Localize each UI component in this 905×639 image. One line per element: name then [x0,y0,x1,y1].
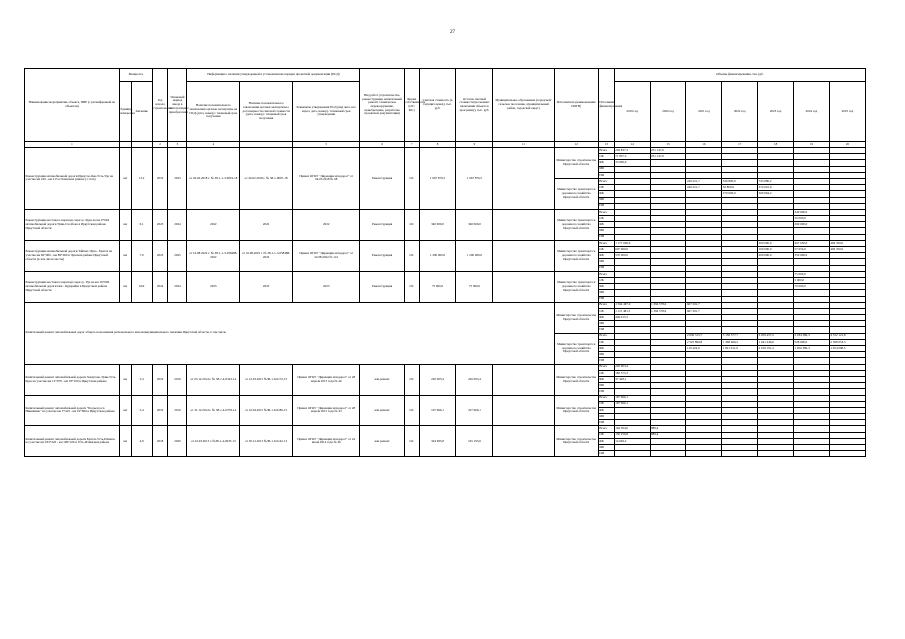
amount-cell: 197 966,1 [614,395,650,401]
column-number: 4 [187,142,240,148]
source-cell: ИИ [598,234,614,240]
amount-cell: 249 221,7 [686,185,722,191]
header-start-year: Год начала строительства [152,69,168,142]
unit-cell: км [119,209,131,240]
executor-cell: Министерство транспорта и дорожного хозяйства Иркутской области [554,209,598,240]
header-remaining-cost: Остаток сметной стоимости (на момент включения объекта в программу), тыс. руб. [456,69,493,142]
work-type-cell: Реконструкция [360,271,404,302]
ownership-cell: ОС [404,209,419,240]
column-number: 11 [493,142,554,148]
conclusion-cell: от 31.12.2014 г. № 38-1-4-0378-14 [187,395,240,426]
column-number: 9 [456,142,493,148]
source-cell: ИИ [598,327,614,333]
cost-cell: 1 667 876,5 [419,148,456,210]
approval-cell: Приказ ОГКУ "Дирекция автодорог" от 24 июня 2014 года № 46 [292,426,360,457]
executor-cell: Министерство транспорта и дорожного хозяйства Иркутской области [554,333,598,364]
source-cell: ФБ [598,438,614,444]
source-cell: Всего [598,333,614,339]
amount-cell: 469 350,0 [829,240,865,246]
column-number: 3 [168,142,187,148]
source-cell: ФБ [598,346,614,352]
start-year-cell: 2018 [152,426,168,457]
amount-cell: 70 000,0 [794,284,830,290]
header-reliability: Наличие положительного заключения органов экспертизы о достоверности сметной стоимости (дата, номер) / плановый срок получения [240,82,293,142]
source-cell: ОБ [598,154,614,160]
amount-cell: 4 552 121,8 [829,333,865,339]
column-number: 16 [686,142,722,148]
source-cell: ОБ [598,401,614,407]
source-cell: МБ [598,259,614,265]
source-cell: Всего [598,364,614,370]
amount-cell: 1 115 481,5 [614,308,650,314]
header-work-type: Вид работ (строительство, реконструкция, капитальный ремонт, техническое перевооружение, приобретение, разработка проектной документации) [360,69,404,142]
capital-repair-title: Капитальный ремонт автомобильных дорог общего пользования регионального или межмуниципального значения Иркутской области, в том числе [25,302,555,364]
object-name: Реконструкция автомобильной дороги Тайшет-Чуна - Братск на участке км 82+000 - км 89+000 в Чунском районе Иркутской области (в том числе мосты) [25,240,120,271]
remain-cell: 220 003,4 [456,364,493,395]
conclusion-cell: от 03.12.2014 г. № 38-1-4-0343-14 [187,364,240,395]
amount-cell: 1 656 386,3 [794,346,830,352]
approval-cell: 2023 [292,271,360,302]
cost-cell: 344 995,8 [419,426,456,457]
amount-cell: 570 000,0 [614,253,650,259]
ownership-cell: ОС [404,395,419,426]
value-cell: 5,4 [131,364,152,395]
source-cell: ИИ [598,358,614,364]
amount-cell: 37 428,1 [614,376,650,382]
amount-cell: 3 059 457,2 [758,333,794,339]
header-capacity: Мощность [119,69,152,82]
cost-cell: 1 200 000,0 [419,240,456,271]
reliability-cell: от 10.04.2015 №38-1-6-0186-15 [240,395,293,426]
source-cell: ИИ [598,296,614,302]
source-cell: ОБ [598,277,614,283]
amount-cell: 164 304,0 [614,426,650,432]
amount-cell: 182 575,3 [614,370,650,376]
header-year: 2021 год [686,82,722,142]
ownership-cell: ОС [404,271,419,302]
object-name: Капитальный ремонт автомобильной дороги Братск-Усть-Илимск на участке км 183+220 - км 190+226 в Усть-Илимском районе [25,426,120,457]
source-cell: ФБ [598,253,614,259]
column-number: 19 [794,142,830,148]
amount-cell: 71 837,3 [614,154,650,160]
source-cell: ИИ [598,389,614,395]
amount-cell: 150 256,8 [614,432,650,438]
end-year-cell: 2025 [168,240,187,271]
header-sources: Источники финансирования [598,69,614,142]
source-cell: Всего [598,178,614,184]
unit-cell: км [119,240,131,271]
conclusion-cell: 2022 [187,209,240,240]
source-cell: ОБ [598,308,614,314]
source-cell: ФБ [598,284,614,290]
header-pd-info: Информация о наличии утвержденной в установленном порядке проектной документации (ПСД) [187,69,360,82]
column-number: 6 [360,142,404,148]
header-year: 2019 год [614,82,650,142]
remain-cell: 1 667 876,5 [456,148,493,210]
ownership-cell: ОС [404,148,419,210]
header-municipality: Муниципальное образование (городской/сельское поселение, муниципальный район, городской округ) [493,69,554,142]
source-cell: Всего [598,209,614,215]
reliability-cell: от 30.12.2013 №38-1-6-0142-13 [240,426,293,457]
amount-cell: 14 049,2 [614,438,650,444]
object-name: Реконструкция мостового перехода через р. Уда на км 10+000 автомобильной дороги Оек - Кударейка в Иркутском районе Иркутской области [25,271,120,302]
header-positive-conclusion: Наличие положительного заключения органов экспертизы на ПСД (дата, номер) / плановый срок получения [187,82,240,142]
remain-cell: 340 000,0 [456,209,493,240]
header-year: 2025 год [829,82,865,142]
amount-cell: 449 015,5 [614,315,650,321]
amount-cell: 2 525 890,8 [686,339,722,345]
amount-cell: 56 800,0 [722,185,758,191]
source-cell: МБ [598,228,614,234]
column-number: 15 [650,142,686,148]
ownership-cell: ОС [404,240,419,271]
header-end-year: Плановый период ввода в эксплуатацию/приобретения [168,69,187,142]
amount-cell: 469 350,0 [829,247,865,253]
value-cell: 0,02 [131,271,152,302]
cost-cell: 340 000,0 [419,209,456,240]
amount-cell: 100 000,0 [758,247,794,253]
amount-cell: 75 000,0 [794,271,830,277]
amount-cell: 326 800,0 [722,178,758,184]
source-cell: ОБ [598,432,614,438]
amount-cell: 1 564 497,0 [614,302,650,308]
object-name: Капитальный ремонт автомобильной дороги Хомутово-Урик-Усть-Куда на участке км 12+979 - км 18+100 в Иркутском районе [25,364,120,395]
source-cell: ИИ [598,172,614,178]
amount-cell: 350 000,0 [794,253,830,259]
source-cell: ОБ [598,339,614,345]
source-cell: Всего [598,426,614,432]
reliability-cell: 2023 [240,271,293,302]
start-year-cell: 2023 [152,209,168,240]
source-cell: ИИ [598,451,614,457]
column-number: 12 [554,142,598,148]
header-funding: Объемы финансирования, тыс.руб. [614,69,865,82]
work-type-cell: кап.ремонт [360,426,404,457]
object-name: Реконструкция автомобильной дороги Иркутск-Оек-Усть-Уда на участке км 160 - км 215 в Осинском районе (1 этап) [25,148,120,210]
unit-cell: км [119,364,131,395]
amount-cell [650,451,686,457]
start-year-cell: 2019 [152,364,168,395]
end-year-cell: 2024 [168,271,187,302]
amount-cell: 667 291,7 [686,302,722,308]
source-cell: МБ [598,321,614,327]
amount-cell: 5 000,0 [794,277,830,283]
municipality-cell [493,271,554,302]
source-cell: Всего [598,302,614,308]
amount-cell: 607 000,0 [614,247,650,253]
source-cell: ФБ [598,376,614,382]
amount-cell: 369 064,2 [758,191,794,197]
amount-cell [722,451,758,457]
end-year-cell: 2019 [168,395,187,426]
amount-cell: 50 000,0 [794,216,830,222]
approval-cell: Приказ ОГКУ "Дирекция автодорог" от 28 апреля 2015 года № 46 [292,364,360,395]
column-number: 5 [292,142,360,148]
executor-cell: Министерство транспорта и дорожного хозяйства Иркутской области [554,271,598,302]
value-cell: 0,1 [131,209,152,240]
end-year-cell: 2023 [168,148,187,210]
program-table [24,68,866,457]
column-number: 7 [404,142,419,148]
header-year: 2020 год [650,82,686,142]
end-year-cell: 2020 [168,426,187,457]
value-cell: 5,4 [131,395,152,426]
unit-cell: км [119,395,131,426]
amount-cell: 110 424,9 [686,346,722,352]
unit-cell: км [119,426,131,457]
amount-cell: 2 018 191,2 [758,346,794,352]
source-cell: ИИ [598,420,614,426]
start-year-cell: 2019 [152,148,168,210]
source-cell: ФБ [598,407,614,413]
executor-cell: Министерство строительства Иркутской области [554,302,598,333]
header-estimated-cost: Сметная стоимость (в текущих ценах), тыс. руб. [419,69,456,142]
amount-cell: 889,4 [650,426,686,432]
amount-cell: 1 821 911,6 [722,346,758,352]
amount-cell: 200 000,0 [758,253,794,259]
header-approval: Реквизиты утверждения ПСД (вид акта, кто издал, дата, номер) / плановый срок утверждения [292,82,360,142]
remain-cell: 75 000,0 [456,271,493,302]
amount-cell: 2 636 315,7 [686,333,722,339]
value-cell: 13,2 [131,148,152,210]
source-cell: ФБ [598,191,614,197]
municipality-cell [493,209,554,240]
amount-cell: 220 003,4 [614,364,650,370]
header-year: 2022 год [722,82,758,142]
amount-cell: 1 041 246,0 [758,339,794,345]
amount-cell [794,451,830,457]
work-type-cell: Реконструкция [360,148,404,210]
amount-cell: 1 954 068,5 [829,346,865,352]
value-cell: 7,0 [131,240,152,271]
source-cell: ФБ [598,222,614,228]
amount-cell: 249 221,7 [686,178,722,184]
amount-cell: 1 394 578,6 [650,308,686,314]
remain-cell: 165 193,6 [456,426,493,457]
municipality-cell [493,426,554,457]
amount-cell: 204 837,3 [614,148,650,154]
executor-cell: Министерство транспорта и дорожного хозяйства Иркутской области [554,178,598,209]
executor-cell: Министерство строительства Иркутской области [554,364,598,395]
reliability-cell: от 26.02.2018 г. № 38-1-0097-18 [240,148,293,210]
start-year-cell: 2019 [152,395,168,426]
amount-cell: 290 000,0 [794,222,830,228]
source-cell: ИИ [598,203,614,209]
amount-cell: 1 177 000,0 [614,240,650,246]
approval-cell: Приказ ОГКУ "Дирекция автодорог" от 28 апреля 2015 года № 43 [292,395,360,426]
amount-cell [686,451,722,457]
amount-cell: 407 650,0 [794,240,830,246]
reliability-cell: от 16.08.2022 г. № 38-1-1-3-058488-2022 [240,240,293,271]
header-value: Значение [131,82,152,142]
source-cell: ОБ [598,185,614,191]
work-type-cell: кап.ремонт [360,364,404,395]
column-number: 17 [722,142,758,148]
source-cell: МБ [598,414,614,420]
start-year-cell: 2024 [152,271,168,302]
source-cell: ФБ [598,315,614,321]
column-number: 8 [419,142,456,148]
amount-cell: 667 291,7 [686,308,722,314]
conclusion-cell: от 26.02.2018 г. № 38-1-1-3-0019-18 [187,148,240,210]
start-year-cell: 2023 [152,240,168,271]
source-cell: МБ [598,290,614,296]
reliability-cell: 2022 [240,209,293,240]
amount-cell: 300 000,0 [758,240,794,246]
reliability-cell: от 12.03.2015 №38-1-6-0172-15 [240,364,293,395]
header-year: 2023 год [758,82,794,142]
municipality-cell [493,240,554,271]
ownership-cell: ОС [404,364,419,395]
header-unit: Единица измерения [119,82,131,142]
amount-cell: 2 184 386,3 [794,333,830,339]
remain-cell: 197 966,1 [456,395,493,426]
source-cell: ОБ [598,370,614,376]
conclusion-cell: от 16.08.2022 г. № 38-1-1-3-058488-2022 [187,240,240,271]
amount-cell: 2 598 053,3 [829,339,865,345]
municipality-cell [493,148,554,210]
object-name: Реконструкция мостового перехода через р. Куда на км 0+664 автомобильной дороги Урик-Столбова в Иркутском районе Иркутской области [25,209,120,240]
amount-cell: 57 650,0 [794,247,830,253]
end-year-cell: 2024 [168,209,187,240]
header-ownership: Форма собственности (ОС/ МС) [404,69,419,142]
source-cell: ФБ [598,160,614,166]
executor-cell: Министерство транспорта и дорожного хозяйства Иркутской области [554,240,598,271]
amount-cell: 3 150 577,7 [722,333,758,339]
approval-cell: Приказ ОГКУ "Дирекция автодорог" от 04.05.2018 № 68 [292,148,360,210]
object-name: Капитальный ремонт автомобильной дороги "Подъезд к п. Никишино" на участке км 5+419 - км 19+660 в Иркутском районе [25,395,120,426]
amount-cell [614,451,650,457]
amount-cell [758,451,794,457]
column-number: 1 [25,142,120,148]
column-number: 18 [758,142,794,148]
ownership-cell: ОС [404,426,419,457]
amount-cell: 743 080,2 [758,178,794,184]
amount-cell: 528 000,0 [794,339,830,345]
header-year: 2024 год [794,82,830,142]
approval-cell: 2022 [292,209,360,240]
amount-cell: 231 147,0 [650,148,686,154]
amount-cell: 270 000,0 [722,191,758,197]
work-type-cell: Реконструкция [360,240,404,271]
remain-cell: 1 200 000,0 [456,240,493,271]
column-number: 20 [829,142,865,148]
source-cell: МБ [598,166,614,172]
source-cell: Всего [598,148,614,154]
amount-cell: 889,4 [650,432,686,438]
source-cell: ОБ [598,216,614,222]
amount-cell: 1 394 578,6 [650,302,686,308]
amount-cell: 1 368 666,2 [722,339,758,345]
cost-cell: 197 966,1 [419,395,456,426]
source-cell: Всего [598,240,614,246]
source-cell: МБ [598,445,614,451]
amount-cell: 33 000,0 [614,160,650,166]
header-executor: Исполнитель (наименование ИОГВ) [554,69,598,142]
unit-cell: км [119,271,131,302]
source-cell: Всего [598,271,614,277]
source-cell: МБ [598,197,614,203]
amount-cell: 197 966,1 [614,401,650,407]
municipality-cell [493,364,554,395]
work-type-cell: кап.ремонт [360,395,404,426]
amount-cell: 374 016,0 [758,185,794,191]
executor-cell: Министерство строительства Иркутской области [554,395,598,426]
amount-cell [829,451,865,457]
amount-cell: 231 147,0 [650,154,686,160]
source-cell: ОБ [598,247,614,253]
end-year-cell: 2019 [168,364,187,395]
cost-cell: 75 000,0 [419,271,456,302]
value-cell: 4,9 [131,426,152,457]
conclusion-cell: от 22.03.2013 г. №38-1-4-0035-13 [187,426,240,457]
source-cell: МБ [598,352,614,358]
source-cell: Всего [598,395,614,401]
cost-cell: 220 003,4 [419,364,456,395]
work-type-cell: Реконструкция [360,209,404,240]
executor-cell: Министерство строительства Иркутской области [554,426,598,457]
amount-cell: 340 000,0 [794,209,830,215]
column-number: 14 [614,142,650,148]
municipality-cell [493,395,554,426]
unit-cell: км [119,148,131,210]
executor-cell: Министерство строительства Иркутской области [554,148,598,179]
source-cell: ИИ [598,265,614,271]
column-number: 2 [152,142,168,148]
page-number: 27 [450,30,455,35]
column-number: 13 [598,142,614,148]
conclusion-cell: 2023 [187,271,240,302]
approval-cell: Приказ ОГКУ "Дирекция автодорог" от 22.08.2022 № 141 [292,240,360,271]
header-name: Наименование мероприятия, объекта, ПИР (с расшифровкой по объектам) [25,69,120,142]
source-cell: МБ [598,383,614,389]
